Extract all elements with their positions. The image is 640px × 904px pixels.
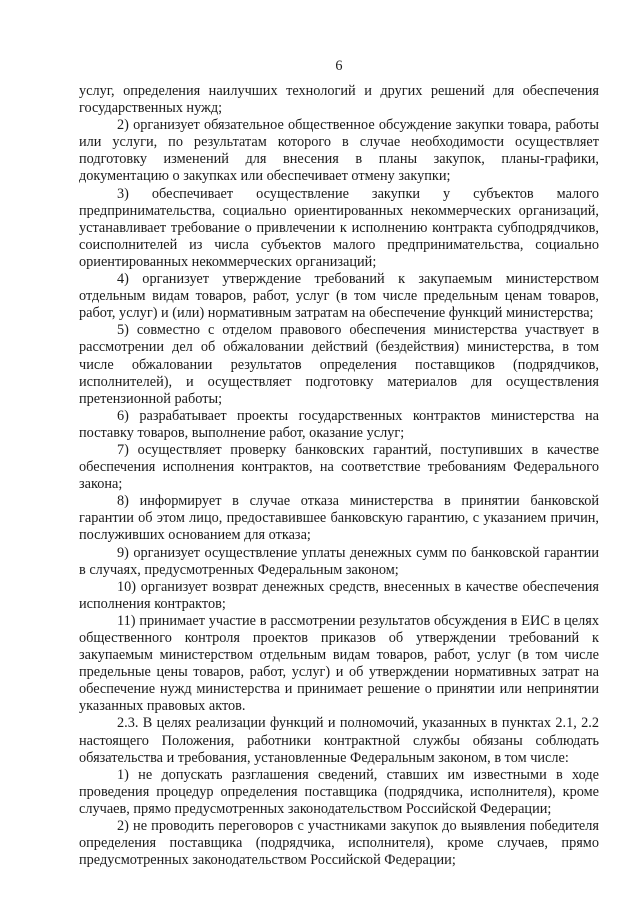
- paragraph-item-6: 6) разрабатывает проекты государственных контрактов министерства на поставку товаров, выполнение работ, оказание услуг;: [79, 407, 599, 441]
- paragraph-item-9: 9) организует осуществление уплаты денежных сумм по банковской гарантии в случаях, предусмотренных Федеральным законом;: [79, 544, 599, 578]
- paragraph-item-10: 10) организует возврат денежных средств, внесенных в качестве обеспечения исполнения контрактов;: [79, 578, 599, 612]
- paragraph-obligation-1: 1) не допускать разглашения сведений, ставших им известными в ходе проведения процедур определения поставщика (подрядчика, исполнителя), кроме случаев, прямо предусмотренных законодательством Российской Федерации;: [79, 766, 599, 817]
- paragraph-continuation: услуг, определения наилучших технологий и других решений для обеспечения государственных нужд;: [79, 83, 599, 117]
- paragraph-item-7: 7) осуществляет проверку банковских гарантий, поступивших в качестве обеспечения исполнения контрактов, на соответствие требованиям Федерального закона;: [79, 441, 599, 493]
- paragraph-item-11: 11) принимает участие в рассмотрении результатов обсуждения в ЕИС в целях общественного контроля проектов приказов об утверждении требований к закупаемым министерством отдельным видам товаров, работ, услуг (в том числе предельные цены товаров, работ, услуг) и об утверждении нормативных затрат на обеспечение нужд министерства и принимает решение о принятии или непринятии указанных правовых актов.: [79, 612, 599, 715]
- paragraph-item-4: 4) организует утверждение требований к закупаемым министерством отдельным видам товаров, работ, услуг (в том числе предельным ценам товаров, работ, услуг) и (или) нормативным затратам на обеспечение функций министерства;: [79, 271, 599, 322]
- paragraph-section-2-3: 2.3. В целях реализации функций и полномочий, указанных в пунктах 2.1, 2.2 настоящего Положения, работники контрактной службы обязаны соблюдать обязательства и требования, установленные Федеральным законом, в том числе:: [79, 715, 599, 766]
- page-number: 6: [335, 58, 343, 74]
- paragraph-item-8: 8) информирует в случае отказа министерства в принятии банковской гарантии об этом лицо, предоставившее банковскую гарантию, с указанием причин, послуживших основанием для отказа;: [79, 493, 599, 544]
- paragraph-obligation-2: 2) не проводить переговоров с участниками закупок до выявления победителя определения поставщика (подрядчика, исполнителя), кроме случаев, прямо предусмотренных законодательством Российской Федерации;: [79, 818, 599, 869]
- paragraph-item-2: 2) организует обязательное общественное обсуждение закупки товара, работы или услуги, по результатам которого в случае необходимости осуществляет подготовку изменений для внесения в планы закупок, планы-графики, документацию о закупках или обеспечивает отмену закупки;: [79, 117, 599, 185]
- paragraph-item-3: 3) обеспечивает осуществление закупки у субъектов малого предпринимательства, социально ориентированных некоммерческих организаций, устанавливает требование о привлечении к исполнению контракта субподрядчиков, соисполнителей из числа субъектов малого предпринимательства, социально ориентированных некоммерческих организаций;: [79, 185, 599, 270]
- paragraph-item-5: 5) совместно с отделом правового обеспечения министерства участвует в рассмотрении дел об обжаловании действий (бездействия) министерства, в том числе обжаловании результатов определения поставщиков (подрядчиков, исполнителей), и осуществляет подготовку материалов для осуществления претензионной работы;: [79, 322, 599, 407]
- document-page: [79, 58, 599, 869]
